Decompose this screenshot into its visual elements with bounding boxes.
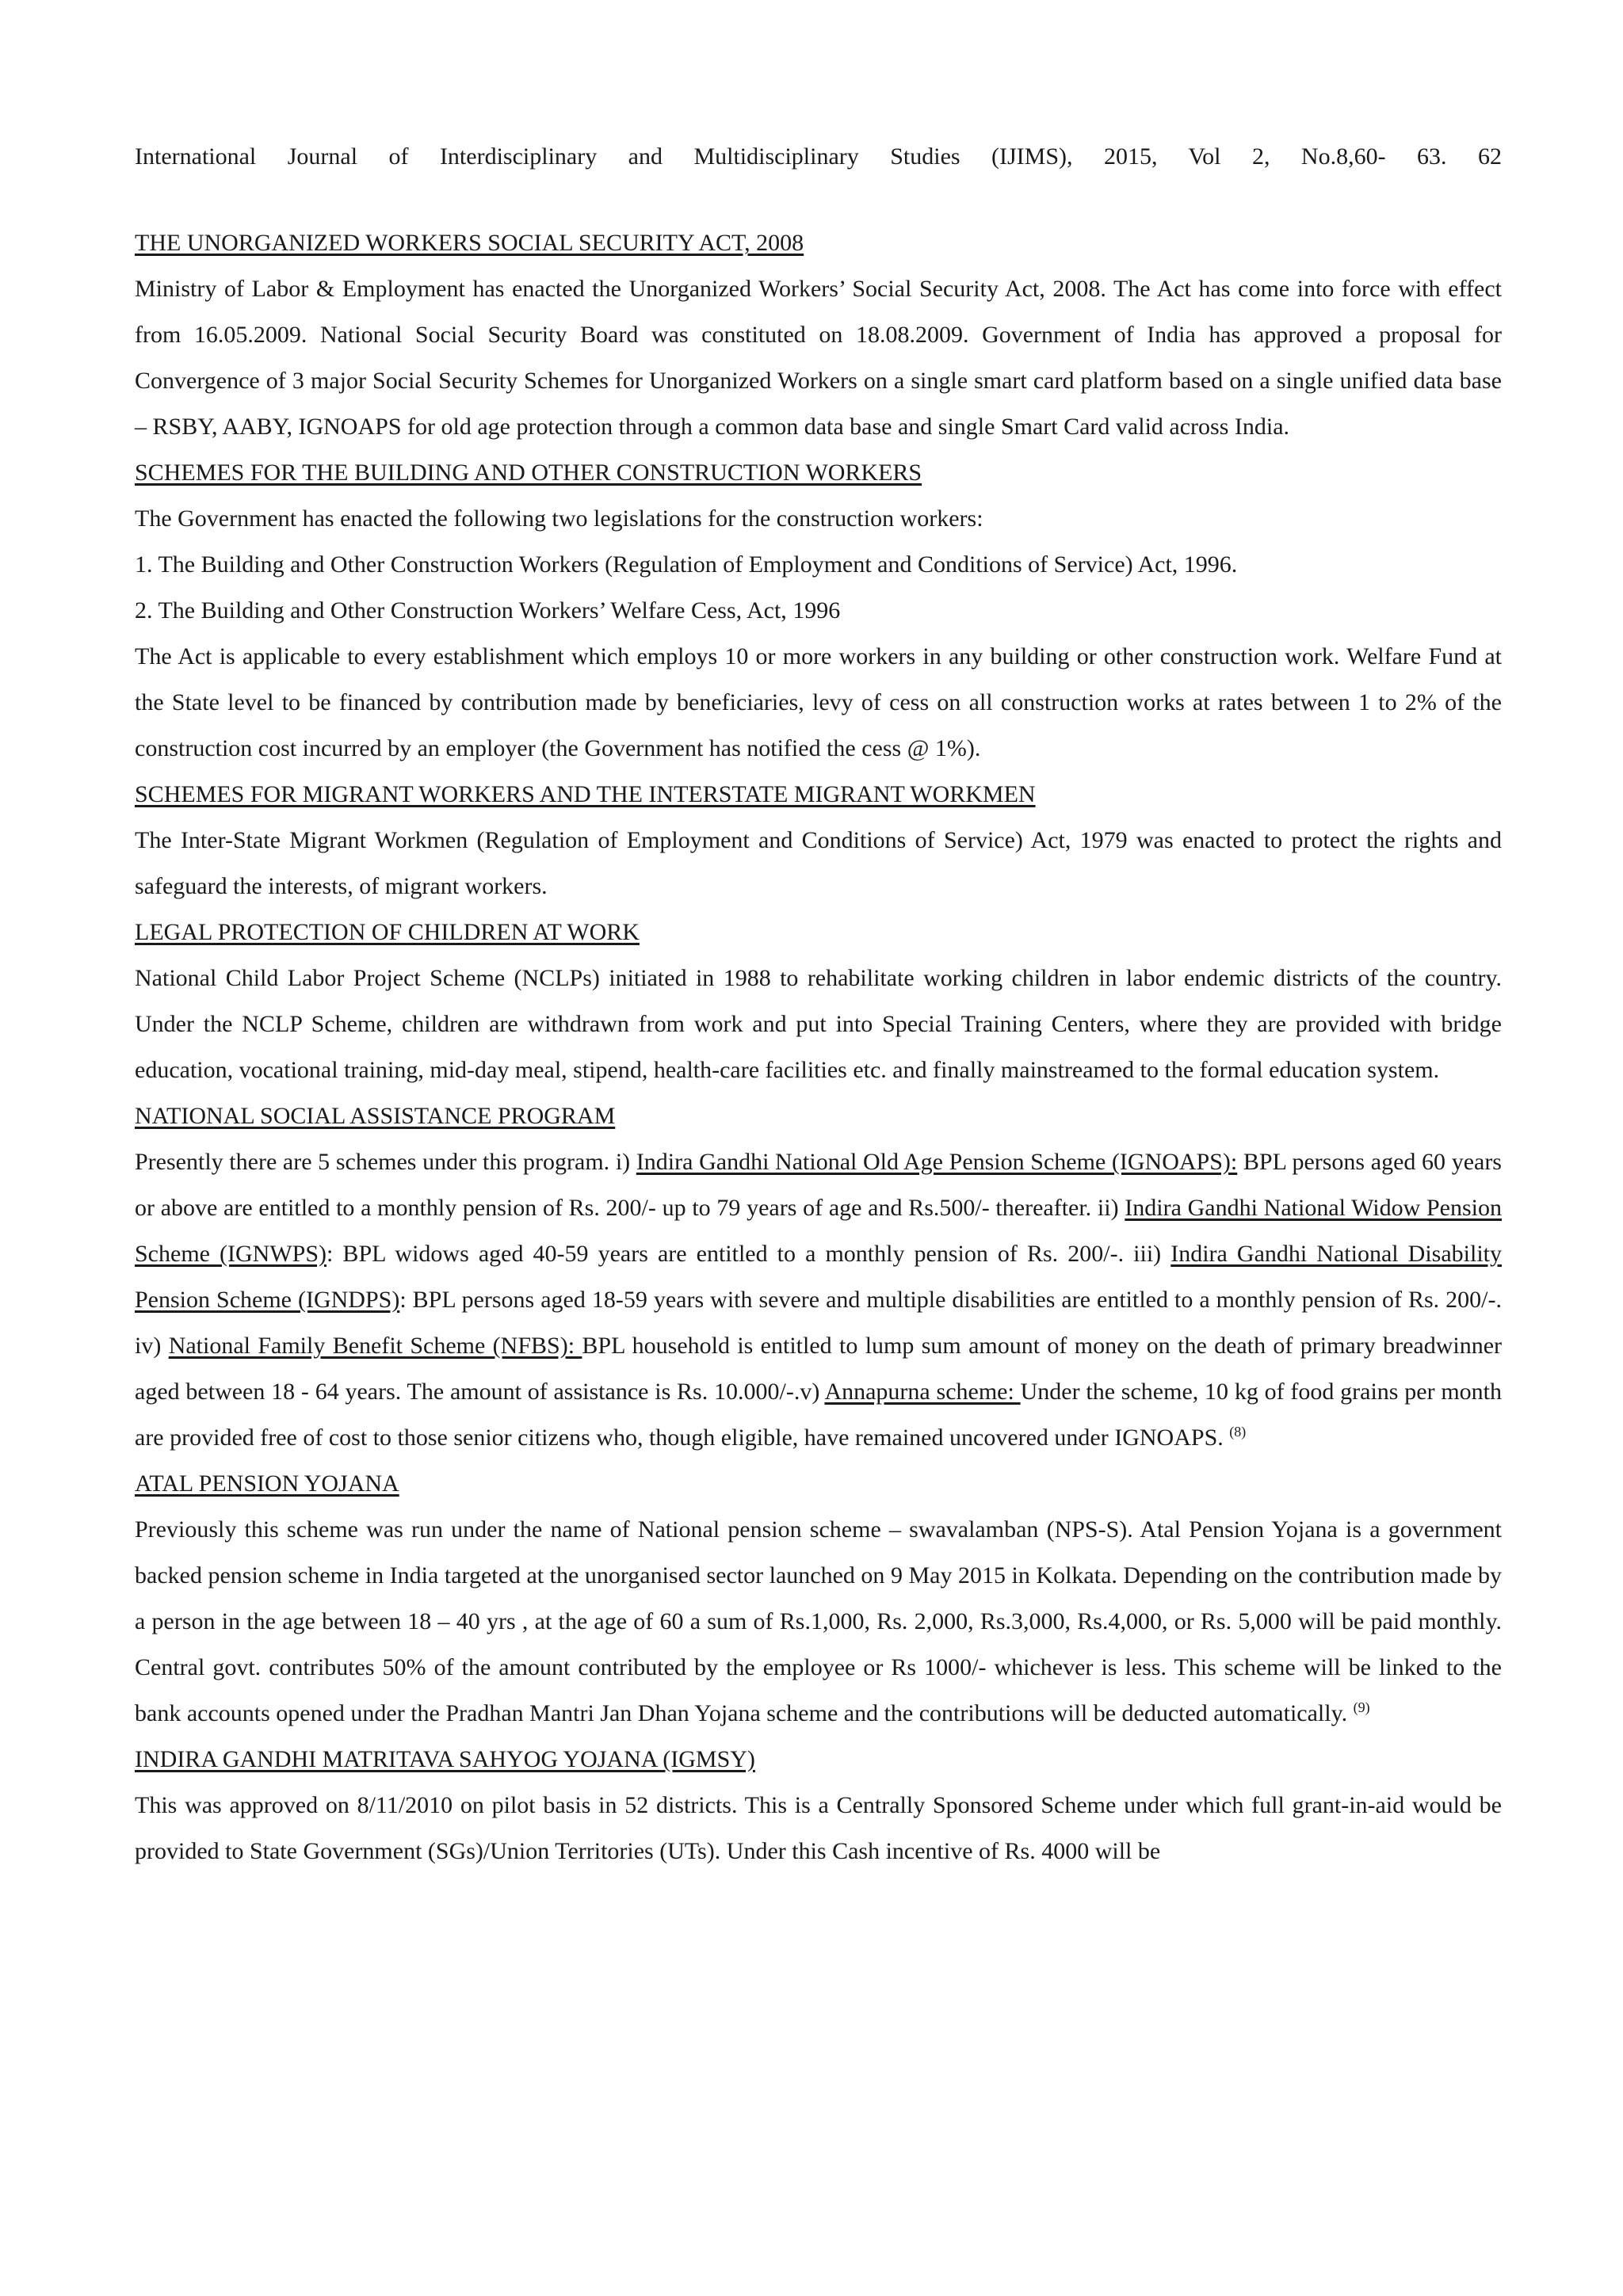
section-heading: ATAL PENSION YOJANA	[135, 1470, 399, 1497]
section-heading: THE UNORGANIZED WORKERS SOCIAL SECURITY ACT, 2008	[135, 230, 804, 256]
text-run: Presently there are 5 schemes under this program. i)	[135, 1149, 636, 1175]
section-children-at-work	[135, 910, 1502, 1093]
text-run: Under the scheme, 10 kg of food grains per month are provided free of cost to those senior citizens who, though eligible, have remained uncovered under IGNOAPS.	[135, 1379, 1503, 1451]
text-run: BPL household is entitled to lump sum amount of money on the death of primary breadwinner aged between 18 - 64 years. The amount of assistance is Rs. 10.000/-.v)	[135, 1333, 1503, 1405]
section-unorganized-workers-act	[135, 220, 1502, 450]
paragraph	[135, 1139, 1502, 1461]
page-number: 62	[1478, 143, 1503, 170]
list-item: 2. The Building and Other Construction Workers’ Welfare Cess, Act, 1996	[135, 597, 841, 624]
scheme-name-nfbs: National Family Benefit Scheme (NFBS):	[168, 1333, 582, 1359]
journal-citation: International Journal of Interdisciplinary and Multidisciplinary Studies (IJIMS), 2015, Vol 2, No.8,60- 63.	[135, 143, 1447, 170]
running-header	[135, 135, 1502, 179]
scheme-name-igndps: Indira Gandhi National Disability Pension Scheme (IGNDPS)	[135, 1241, 1503, 1313]
text-run: : BPL persons aged 18-59 years with severe and multiple disabilities are entitled to a monthly pension of Rs. 200/-. iv)	[135, 1287, 1502, 1359]
scheme-name-ignoaps: Indira Gandhi National Old Age Pension Scheme (IGNOAPS):	[636, 1149, 1238, 1175]
paragraph: The Government has enacted the following two legislations for the construction workers:	[135, 505, 983, 532]
text-run: Previously this scheme was run under the name of National pension scheme – swavalamban (NPS-S). Atal Pension Yojana is a government backed pension scheme in India targeted at the unorganised sector launched on 9 May 2015 in Kolkata. Depending on the contribution made by a person in the age between 18 – 40 yrs , at the age of 60 a sum of Rs.1,000, Rs. 2,000, Rs.3,000, Rs.4,000, or Rs. 5,000 will be paid monthly. Central govt. contributes 50% of the amount contributed by the employee or Rs 1000/- whichever is less. This scheme will be linked to the bank accounts opened under the Pradhan Mantri Jan Dhan Yojana scheme and the contributions will be deducted automatically.	[135, 1516, 1502, 1726]
list-item: 1. The Building and Other Construction Workers (Regulation of Employment and Conditions of Service) Act, 1996.	[135, 551, 1238, 578]
article-body	[135, 220, 1502, 1875]
section-atal-pension	[135, 1461, 1502, 1737]
reference-marker: (8)	[1229, 1424, 1247, 1440]
paragraph: The Act is applicable to every establishment which employs 10 or more workers in any building or other construction work. Welfare Fund at the State level to be financed by contribution made by beneficiaries, levy of cess on all construction works at rates between 1 to 2% of the construction cost incurred by an employer (the Government has notified the cess @ 1%).	[135, 643, 1502, 761]
section-migrant-workers	[135, 772, 1502, 910]
section-heading: NATIONAL SOCIAL ASSISTANCE PROGRAM	[135, 1103, 616, 1129]
reference-marker: (9)	[1353, 1699, 1370, 1715]
text-run: BPL persons aged 60 years or above are entitled to a monthly pension of Rs. 200/- up to 79 years of age and Rs.500/- thereafter. ii)	[135, 1149, 1502, 1221]
section-construction-workers	[135, 450, 1502, 772]
text-run: : BPL widows aged 40-59 years are entitled to a monthly pension of Rs. 200/-. iii)	[327, 1241, 1171, 1267]
paragraph: Ministry of Labor & Employment has enacted the Unorganized Workers’ Social Security Act, 2008. The Act has come into force with effect from 16.05.2009. National Social Security Board was constituted on 18.08.2009. Government of India has approved a proposal for Convergence of 3 major Social Security Schemes for Unorganized Workers on a single smart card platform based on a single unified data base – RSBY, AABY, IGNOAPS for old age protection through a common data base and single Smart Card valid across India.	[135, 276, 1502, 440]
paragraph: National Child Labor Project Scheme (NCLPs) initiated in 1988 to rehabilitate working children in labor endemic districts of the country. Under the NCLP Scheme, children are withdrawn from work and put into Special Training Centers, where they are provided with bridge education, vocational training, mid-day meal, stipend, health-care facilities etc. and finally mainstreamed to the formal education system.	[135, 965, 1502, 1083]
section-heading: SCHEMES FOR MIGRANT WORKERS AND THE INTERSTATE MIGRANT WORKMEN	[135, 781, 1036, 807]
section-social-assistance	[135, 1093, 1502, 1461]
paragraph: The Inter-State Migrant Workmen (Regulation of Employment and Conditions of Service) Act, 1979 was enacted to protect the rights and safeguard the interests, of migrant workers.	[135, 827, 1502, 899]
section-igmsy	[135, 1737, 1502, 1875]
scheme-name-ignwps: Indira Gandhi National Widow Pension Scheme (IGNWPS)	[135, 1195, 1502, 1267]
section-heading: INDIRA GANDHI MATRITAVA SAHYOG YOJANA (IGMSY)	[135, 1746, 755, 1772]
paragraph: This was approved on 8/11/2010 on pilot basis in 52 districts. This is a Centrally Sponsored Scheme under which full grant-in-aid would be provided to State Government (SGs)/Union Territories (UTs). Under this Cash incentive of Rs. 4000 will be	[135, 1792, 1502, 1864]
scheme-name-annapurna: Annapurna scheme:	[824, 1379, 1021, 1405]
section-heading: LEGAL PROTECTION OF CHILDREN AT WORK	[135, 919, 640, 945]
paragraph	[135, 1507, 1502, 1737]
document-page	[135, 135, 1502, 1875]
section-heading: SCHEMES FOR THE BUILDING AND OTHER CONSTRUCTION WORKERS	[135, 460, 922, 486]
